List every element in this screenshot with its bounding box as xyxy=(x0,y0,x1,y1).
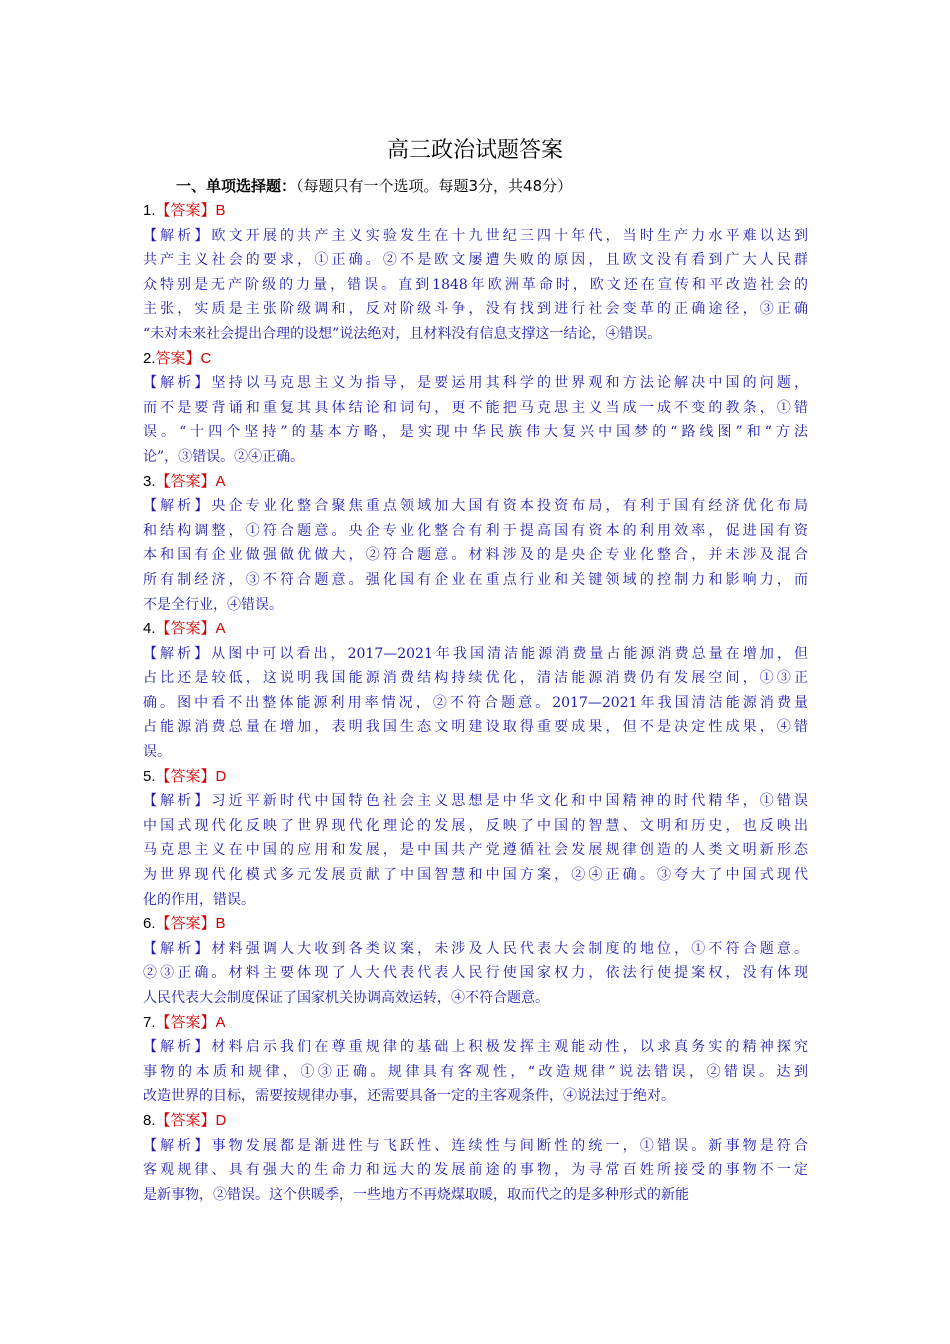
analysis-line: 论”，③错误。②④正确。 xyxy=(143,448,305,465)
question-answer-line xyxy=(143,617,808,642)
question-block xyxy=(143,617,808,765)
analysis-line: 和结构调整，①符合题意。央企专业化整合有利于提高国有资本的利用效率，促进国有资 xyxy=(143,522,808,539)
analysis-line: 化的作用，错误。 xyxy=(143,891,255,908)
answer-label: 答案】C xyxy=(155,349,212,367)
analysis-line: 误。 xyxy=(143,744,171,761)
answer-label: 【答案】B xyxy=(155,915,226,933)
question-answer-line xyxy=(143,1011,808,1036)
analysis-line: 为世界现代化模式多元发展贡献了中国智慧和中国方案，②④正确。③夸大了中国式现代 xyxy=(143,867,808,884)
analysis-line: 共产主义社会的要求，①正确。②不是欧文屡遭失败的原因，且欧文没有看到广大人民群 xyxy=(143,252,808,269)
analysis-line: 【解析】从图中可以看出，2017—2021年我国清洁能源消费量占能源消费总量在增加，但 xyxy=(143,645,808,662)
answer-label: 【答案】A xyxy=(155,620,226,638)
analysis-line: 而不是要背诵和重复其具体结论和词句，更不能把马克思主义当成一成不变的教条，①错 xyxy=(143,399,808,416)
question-answer-line xyxy=(143,347,808,372)
answer-label: 【答案】A xyxy=(155,1013,226,1031)
analysis-line: 本和国有企业做强做优做大，②符合题意。材料涉及的是央企专业化整合，并未涉及混合 xyxy=(143,547,808,564)
question-block xyxy=(143,1011,808,1109)
analysis-line: 人民代表大会制度保证了国家机关协调高效运转，④不符合题意。 xyxy=(143,990,549,1006)
question-block xyxy=(143,199,808,347)
question-number: 4. xyxy=(143,620,156,638)
question-number: 7. xyxy=(143,1013,156,1031)
analysis-line: 所有制经济，③不符合题意。强化国有企业在重点行业和关键领域的控制力和影响力，而 xyxy=(143,571,808,588)
question-answer-line xyxy=(143,912,808,937)
answer-label: 【答案】D xyxy=(155,767,227,785)
question-answer-line xyxy=(143,1109,808,1134)
analysis-line: 误。“十四个坚持”的基本方略，是实现中华民族伟大复兴中国梦的“路线图”和“方法 xyxy=(143,424,808,441)
analysis-line: 【解析】央企专业化整合聚焦重点领域加大国有资本投资布局，有利于国有经济优化布局 xyxy=(143,498,808,515)
analysis-line: 众特别是无产阶级的力量，错误。直到1848年欧洲革命时，欧文还在宣传和平改造社会的 xyxy=(143,276,808,293)
analysis-line: 改造世界的目标，需要按规律办事，还需要具备一定的主客观条件，④说法过于绝对。 xyxy=(143,1088,675,1105)
analysis-line: 【解析】坚持以马克思主义为指导，是要运用其科学的世界观和方法论解决中国的问题， xyxy=(143,375,808,392)
analysis-line: 马克思主义在中国的应用和发展，是中国共产党遵循社会发展规律创造的人类文明新形态 xyxy=(143,842,808,859)
page-title: 高三政治试题答案 xyxy=(386,138,563,163)
question-block xyxy=(143,912,808,1010)
analysis-line: 【解析】材料强调人大收到各类议案，未涉及人民代表大会制度的地位，①不符合题意。 xyxy=(143,940,808,957)
analysis-line: 占比还是较低，这说明我国能源消费结构持续优化，清洁能源消费仍有发展空间，①③正 xyxy=(143,670,808,687)
analysis-line: “未对未来社会提出合理的设想”说法绝对，且材料没有信息支撑这一结论，④错误。 xyxy=(143,325,662,342)
answer-list xyxy=(143,199,808,1207)
question-block xyxy=(143,765,808,913)
question-number: 1. xyxy=(143,202,156,219)
question-block xyxy=(143,347,808,470)
analysis-line: 不是全行业，④错误。 xyxy=(143,596,283,613)
question-answer-line xyxy=(143,199,808,224)
question-number: 6. xyxy=(143,915,156,933)
question-number: 5. xyxy=(143,767,156,785)
question-block xyxy=(143,1109,808,1207)
analysis-line: 主张，实质是主张阶级调和，反对阶级斗争，没有找到进行社会变革的正确途径，③正确 xyxy=(143,301,808,318)
question-block xyxy=(143,470,808,618)
question-number: 8. xyxy=(143,1111,156,1129)
answer-label: 【答案】B xyxy=(155,202,226,219)
answer-label: 【答案】A xyxy=(155,472,226,490)
question-answer-line xyxy=(143,470,808,495)
analysis-line: 【解析】事物发展都是渐进性与飞跃性、连续性与间断性的统一，①错误。新事物是符合 xyxy=(143,1137,808,1154)
analysis-line: 确。图中看不出整体能源利用率情况，②不符合题意。2017—2021年我国清洁能源消费量 xyxy=(143,694,808,711)
analysis-line: 【解析】材料启示我们在尊重规律的基础上积极发挥主观能动性，以求真务实的精神探究 xyxy=(143,1039,808,1056)
question-number: 3. xyxy=(143,472,156,490)
analysis-line: 占能源消费总量在增加，表明我国生态文明建设取得重要成果，但不是决定性成果，④错 xyxy=(143,719,808,736)
analysis-line: 事物的本质和规律，①③正确。规律具有客观性，“改造规律”说法错误，②错误。达到 xyxy=(143,1063,808,1080)
section-heading xyxy=(176,175,572,197)
question-answer-line xyxy=(143,765,808,790)
question-number: 2. xyxy=(143,349,156,367)
section-heading-note: （每题只有一个选项。每题3分，共48分） xyxy=(296,177,573,195)
analysis-line: 中国式现代化反映了世界现代化理论的发展，反映了中国的智慧、文明和历史，也反映出 xyxy=(143,817,808,834)
answer-label: 【答案】D xyxy=(155,1111,227,1129)
analysis-line: 【解析】欧文开展的共产主义实验发生在十九世纪三四十年代，当时生产力水平难以达到 xyxy=(143,227,808,244)
analysis-line: 客观规律、具有强大的生命力和远大的发展前途的事物，为寻常百姓所接受的事物不一定 xyxy=(143,1162,808,1179)
analysis-line: 是新事物，②错误。这个供暖季，一些地方不再烧煤取暖，取而代之的是多种形式的新能 xyxy=(143,1186,689,1203)
section-heading-label: 一、单项选择题： xyxy=(176,177,297,195)
analysis-line: 【解析】习近平新时代中国特色社会主义思想是中华文化和中国精神的时代精华，①错误 xyxy=(143,793,808,810)
analysis-line: ②③正确。材料主要体现了人大代表代表人民行使国家权力，依法行使提案权，没有体现 xyxy=(143,965,808,982)
